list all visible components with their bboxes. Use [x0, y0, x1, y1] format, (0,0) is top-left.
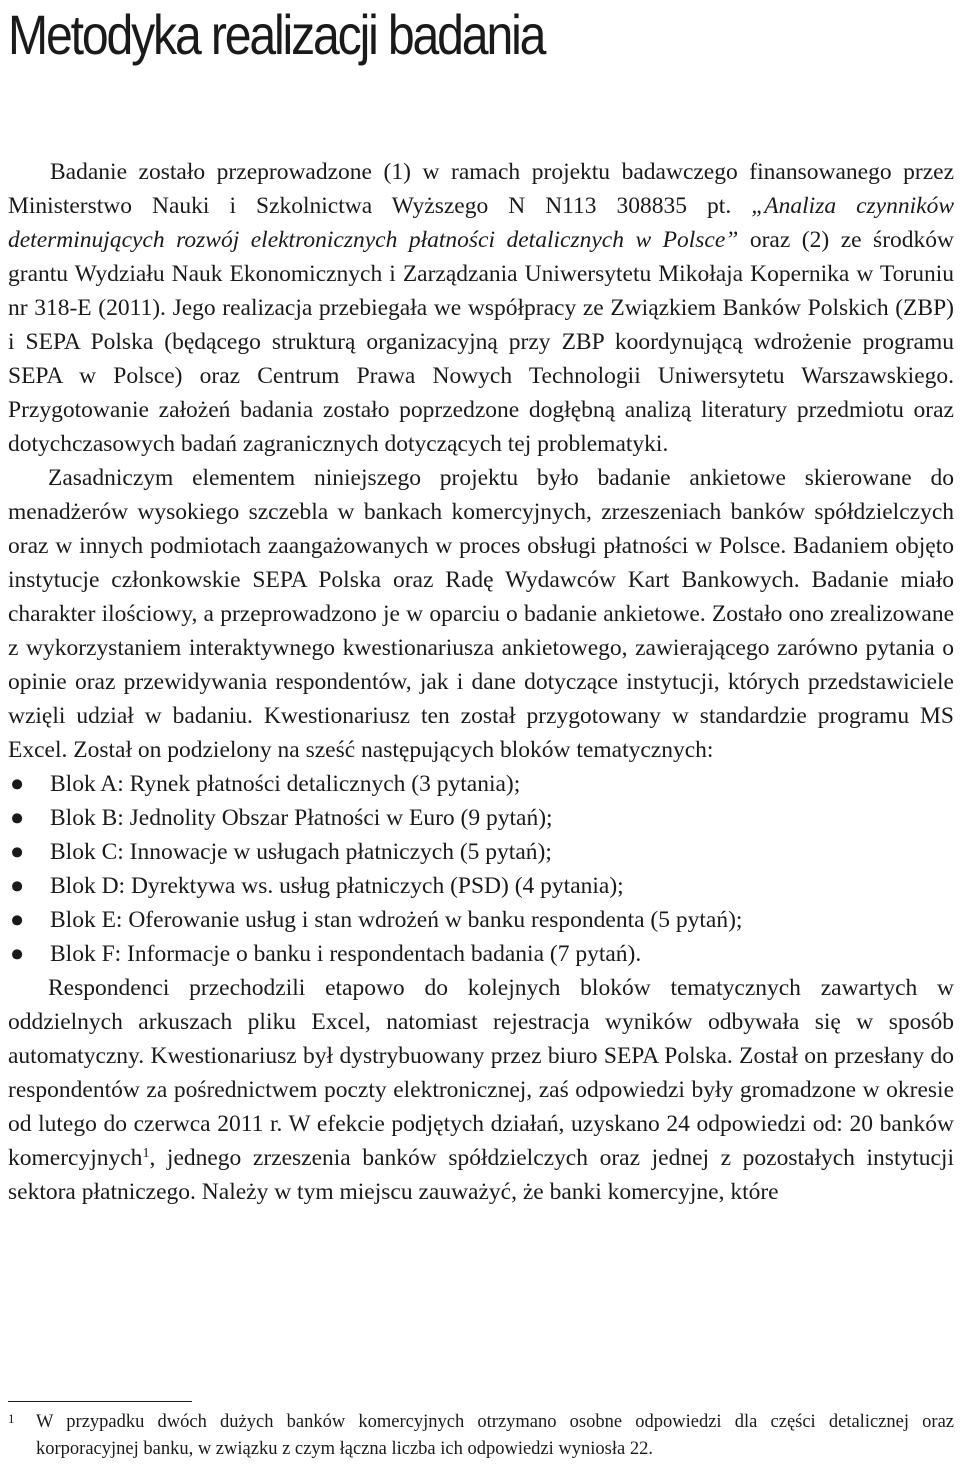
list-item-text: Blok E: Oferowanie usług i stan wdrożeń w banku respondenta (5 pytań);: [50, 907, 743, 933]
bullet-icon: ●: [10, 771, 25, 797]
paragraph-3-text-b: , jednego zrzeszenia banków spółdzielczych oraz jednej z pozostałych instytucji sektora płatniczego. Należy w tym miejscu zauważyć, że banki komercyjne, które: [8, 1145, 954, 1205]
footnote: [8, 1409, 954, 1463]
bullet-icon: ●: [10, 839, 25, 865]
footnote-reference[interactable]: 1: [142, 1146, 150, 1161]
list-item-text: Blok C: Innowacje w usługach płatniczych (5 pytań);: [50, 839, 552, 865]
paragraph-1-italic-title: „Analiza czynników determinujących rozwój elektronicznych płatności detalicznych w Polsce”: [8, 193, 954, 253]
bullet-icon: ●: [10, 907, 25, 933]
paragraph-1-text-b: oraz (2) ze środków grantu Wydziału Nauk Ekonomicznych i Zarządzania Uniwersytetu Mikołaja Kopernika w Toruniu nr 318-E (2011). Jego realizacja przebiegała we współpracy ze Związkiem Banków Polskich (ZBP) i SEPA Polska (będącego strukturą organizacyjną przy ZBP koordynującą wdrożenie programu SEPA w Polsce) oraz Centrum Prawa Nowych Technologii Uniwersytetu Warszawskiego. Przygotowanie założeń badania zostało poprzedzone dogłębną analizą literatury przedmiotu oraz dotychczasowych badań zagranicznych dotyczących tej problematyki.: [8, 227, 954, 457]
bullet-icon: ●: [10, 941, 25, 967]
footnote-text: W przypadku dwóch dużych banków komercyjnych otrzymano osobne odpowiedzi dla części detalicznej oraz korporacyjnej banku, w związku z czym łączna liczba ich odpowiedzi wyniosła 22.: [36, 1412, 954, 1459]
list-item: [8, 903, 954, 937]
list-item: [8, 835, 954, 869]
list-item-text: Blok B: Jednolity Obszar Płatności w Euro (9 pytań);: [50, 805, 553, 831]
list-item-text: Blok A: Rynek płatności detalicznych (3 pytania);: [50, 771, 521, 797]
footnote-divider: [8, 1401, 192, 1402]
page-title: Metodyka realizacji badania: [8, 3, 545, 66]
list-item: [8, 869, 954, 903]
paragraph-1: [8, 155, 954, 461]
paragraph-1-text-a: Badanie zostało przeprowadzone (1) w ramach projektu badawczego finansowanego przez Ministerstwo Nauki i Szkolnictwa Wyższego N N113 308835 pt.: [8, 159, 954, 219]
paragraph-3: [8, 971, 954, 1209]
bullet-icon: ●: [10, 805, 25, 831]
bullet-icon: ●: [10, 873, 25, 899]
paragraph-2: Zasadniczym elementem niniejszego projektu było badanie ankietowe skierowane do menadżerów wysokiego szczebla w bankach komercyjnych, zrzeszeniach banków spółdzielczych oraz w innych podmiotach zaangażowanych w proces obsługi płatności w Polsce. Badaniem objęto instytucje członkowskie SEPA Polska oraz Radę Wydawców Kart Bankowych. Badanie miało charakter ilościowy, a przeprowadzono je w oparciu o badanie ankietowe. Zostało ono zrealizowane z wykorzystaniem interaktywnego kwestionariusza ankietowego, zawierającego zarówno pytania o opinie oraz przewidywania respondentów, jak i dane dotyczące instytucji, których przedstawiciele wzięli udział w badaniu. Kwestionariusz ten został przygotowany w standardzie programu MS Excel. Został on podzielony na sześć następujących bloków tematycznych:: [8, 465, 954, 763]
list-item-text: Blok D: Dyrektywa ws. usług płatniczych (PSD) (4 pytania);: [50, 873, 624, 899]
document-body: [8, 155, 954, 1209]
list-item-text: Blok F: Informacje o banku i respondentach badania (7 pytań).: [50, 941, 642, 967]
list-item: [8, 767, 954, 801]
footnote-number: 1: [8, 1411, 15, 1426]
document-page: [8, 0, 954, 68]
paragraph-3-text-a: Respondenci przechodzili etapowo do kolejnych bloków tematycznych zawartych w oddzielnych arkuszach pliku Excel, natomiast rejestracja wyników odbywała się w sposób automatyczny. Kwestionariusz był dystrybuowany przez biuro SEPA Polska. Został on przesłany do respondentów za pośrednictwem poczty elektronicznej, zaś odpowiedzi były gromadzone w okresie od lutego do czerwca 2011 r. W efekcie podjętych działań, uzyskano 24 odpowiedzi od: 20 banków komercyjnych: [8, 975, 954, 1171]
list-item: [8, 801, 954, 835]
block-list: [8, 767, 954, 971]
list-item: [8, 937, 954, 971]
